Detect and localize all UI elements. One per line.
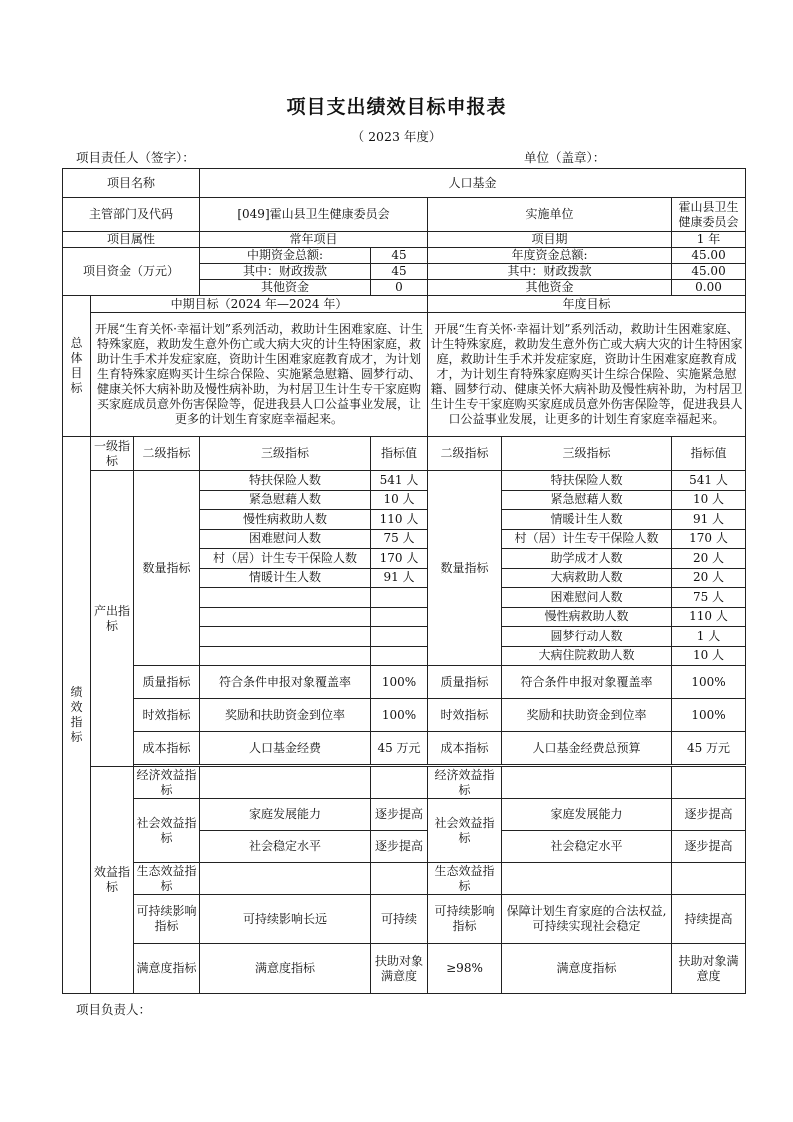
mid-quantity-value: 75 人 xyxy=(371,529,428,549)
year-quantity-name: 特扶保险人数 xyxy=(502,471,672,491)
quality-mid-value: 100% xyxy=(371,666,428,699)
timeliness-year-name: 奖励和扶助资金到位率 xyxy=(502,699,672,732)
social-year-value: 逐步提高 xyxy=(672,799,746,831)
mid-quantity-name: 紧急慰藉人数 xyxy=(200,490,371,510)
header-level2-year: 二级指标 xyxy=(428,437,502,471)
mid-quantity-empty-value xyxy=(371,588,428,608)
mid-fiscal-value: 45 xyxy=(371,264,428,280)
social-label-year: 社会效益指标 xyxy=(428,799,502,863)
mid-quantity-name: 慢性病救助人数 xyxy=(200,510,371,530)
mid-quantity-value: 91 人 xyxy=(371,568,428,588)
mid-quantity-empty xyxy=(200,607,371,627)
year-quantity-value: 20 人 xyxy=(672,549,746,569)
year-quantity-name: 慢性病救助人数 xyxy=(502,607,672,627)
satisfaction-mid-name: 扶助对象满意度 xyxy=(371,944,428,994)
mid-quantity-name: 村（居）计生专干保险人数 xyxy=(200,549,371,569)
year-quantity-name: 大病住院救助人数 xyxy=(502,646,672,666)
mid-other-value: 0 xyxy=(371,280,428,296)
satisfaction-mid-value: ≥98% xyxy=(428,944,502,994)
year-quantity-value: 91 人 xyxy=(672,510,746,530)
dept-value: [049]霍山县卫生健康委员会 xyxy=(200,198,428,232)
sustain-year-name: 保障计划生育家庭的合法权益,可持续实现社会稳定 xyxy=(502,895,672,944)
year-other-value: 0.00 xyxy=(672,280,746,296)
year-quantity-value: 75 人 xyxy=(672,588,746,608)
mid-quantity-empty-value xyxy=(371,607,428,627)
social-year-name: 家庭发展能力 xyxy=(502,799,672,831)
mid-quantity-value: 541 人 xyxy=(371,471,428,491)
economic-mid-name xyxy=(200,767,371,799)
year-quantity-value: 10 人 xyxy=(672,646,746,666)
eco-label-year: 生态效益指标 xyxy=(428,863,502,895)
satisfaction-label-mid: 满意度指标 xyxy=(200,944,371,994)
header-level3-year: 三级指标 xyxy=(502,437,672,471)
year-quantity-name: 圆梦行动人数 xyxy=(502,627,672,647)
mid-goal-label: 中期目标（2024 年—2024 年） xyxy=(91,296,428,313)
eco-label-mid: 生态效益指标 xyxy=(134,863,200,895)
satisfaction-year-name: 扶助对象满意度 xyxy=(672,944,746,994)
timeliness-mid-name: 奖励和扶助资金到位率 xyxy=(200,699,371,732)
quality-mid-name: 符合条件申报对象覆盖率 xyxy=(200,666,371,699)
economic-label-year: 经济效益指标 xyxy=(428,767,502,799)
social-mid-value: 逐步提高 xyxy=(371,799,428,831)
eco-mid-name xyxy=(200,863,371,895)
year-quantity-value: 170 人 xyxy=(672,529,746,549)
timeliness-label-year: 时效指标 xyxy=(428,699,502,732)
header-value-year: 指标值 xyxy=(672,437,746,471)
sustain-label-year: 可持续影响指标 xyxy=(428,895,502,944)
timeliness-mid-value: 100% xyxy=(371,699,428,732)
page-title: 项目支出绩效目标申报表 xyxy=(286,96,507,118)
mid-fiscal-label: 其中：财政拨款 xyxy=(200,264,371,280)
year-total-value: 45.00 xyxy=(672,248,746,264)
impl-unit-label: 实施单位 xyxy=(428,198,672,232)
social-mid-name: 家庭发展能力 xyxy=(200,799,371,831)
cost-label-mid: 成本指标 xyxy=(134,732,200,765)
year-quantity-name: 困难慰问人数 xyxy=(502,588,672,608)
mid-total-label: 中期资金总额: xyxy=(200,248,371,264)
social-year-value: 逐步提高 xyxy=(672,831,746,863)
year-quantity-value: 541 人 xyxy=(672,471,746,491)
period-label: 项目期 xyxy=(428,232,672,248)
economic-year-name xyxy=(502,767,672,799)
unit-label: 单位（盖章）： xyxy=(524,150,606,165)
year-quantity-name: 紧急慰藉人数 xyxy=(502,490,672,510)
goals-section-label: 总体目标 xyxy=(63,296,91,437)
cost-mid-value: 45 万元 xyxy=(371,732,428,765)
sustain-mid-name: 可持续影响长远 xyxy=(200,895,371,944)
year-goal-text: 开展“生育关怀·幸福计划”系列活动，救助计生困难家庭、计生特殊家庭，救助发生意外伤亡或大病大灾的计生特困家庭，救助计生手术并发症家庭，资助计生困难家庭教育成才，为计划生育特殊家庭购买计生综合保险、实施紧急慰籍、圆梦行动、健康关怀大病补助及慢性病补助，为村居卫生计生专干家庭购买家庭成员意外伤害保险等，促进我县人口公益事业发展，让更多的计划生育家庭幸福起来。 xyxy=(428,313,746,437)
fund-label: 项目资金（万元） xyxy=(63,248,200,296)
header-level3: 三级指标 xyxy=(200,437,371,471)
mid-quantity-name: 情暖计生人数 xyxy=(200,568,371,588)
year-quantity-value: 1 人 xyxy=(672,627,746,647)
mid-quantity-empty xyxy=(200,646,371,666)
dept-label: 主管部门及代码 xyxy=(63,198,200,232)
mid-quantity-value: 170 人 xyxy=(371,549,428,569)
mid-goal-text: 开展“生育关怀·幸福计划”系列活动，救助计生困难家庭、计生特殊家庭，救助发生意外伤亡或大病大灾的计生特困家庭，救助计生手术并发症家庭，资助计生困难家庭教育成才，为计划生育特殊家庭购买计生综合保险、实施紧急慰籍、圆梦行动、健康关怀大病补助及慢性病补助，为村居卫生计生专干家庭购买家庭成员意外伤害保险等，促进我县人口公益事业发展，让更多的计划生育家庭幸福起来。 xyxy=(91,313,428,437)
mid-quantity-empty-value xyxy=(371,627,428,647)
year-quantity-name: 情暖计生人数 xyxy=(502,510,672,530)
social-mid-name: 社会稳定水平 xyxy=(200,831,371,863)
quantity-label-mid: 数量指标 xyxy=(134,471,200,666)
quality-label-mid: 质量指标 xyxy=(134,666,200,699)
year-quantity-value: 20 人 xyxy=(672,568,746,588)
quantity-label-year: 数量指标 xyxy=(428,471,502,666)
mid-quantity-empty xyxy=(200,588,371,608)
mid-other-label: 其他资金 xyxy=(200,280,371,296)
mid-quantity-value: 110 人 xyxy=(371,510,428,530)
header-value: 指标值 xyxy=(371,437,428,471)
social-year-name: 社会稳定水平 xyxy=(502,831,672,863)
attr-value: 常年项目 xyxy=(200,232,428,248)
timeliness-label-mid: 时效指标 xyxy=(134,699,200,732)
mid-quantity-name: 特扶保险人数 xyxy=(200,471,371,491)
impl-unit-value: 霍山县卫生健康委员会 xyxy=(672,198,746,232)
timeliness-year-value: 100% xyxy=(672,699,746,732)
footer-responsible-label: 项目负责人： xyxy=(76,1002,152,1017)
perf-section-label: 绩效指标 xyxy=(63,437,91,994)
attr-label: 项目属性 xyxy=(63,232,200,248)
project-name-value: 人口基金 xyxy=(200,169,746,198)
social-mid-value: 逐步提高 xyxy=(371,831,428,863)
economic-label-mid: 经济效益指标 xyxy=(134,767,200,799)
year-fiscal-value: 45.00 xyxy=(672,264,746,280)
economic-mid-value xyxy=(371,767,428,799)
sustain-year-value: 持续提高 xyxy=(672,895,746,944)
year-quantity-value: 110 人 xyxy=(672,607,746,627)
year-line: （ 2023 年度） xyxy=(351,129,442,144)
year-quantity-name: 助学成才人数 xyxy=(502,549,672,569)
benefit-label: 效益指标 xyxy=(91,767,134,994)
cost-label-year: 成本指标 xyxy=(428,732,502,765)
responsible-label: 项目责任人（签字）： xyxy=(76,150,195,165)
eco-mid-value xyxy=(371,863,428,895)
satisfaction-label: 满意度指标 xyxy=(134,944,200,994)
eco-year-name xyxy=(502,863,672,895)
mid-quantity-name: 困难慰问人数 xyxy=(200,529,371,549)
cost-mid-name: 人口基金经费 xyxy=(200,732,371,765)
year-other-label: 其他资金 xyxy=(428,280,672,296)
mid-quantity-empty-value xyxy=(371,646,428,666)
cost-year-value: 45 万元 xyxy=(672,732,746,765)
social-label-mid: 社会效益指标 xyxy=(134,799,200,863)
quality-label-year: 质量指标 xyxy=(428,666,502,699)
mid-total-value: 45 xyxy=(371,248,428,264)
year-quantity-name: 村（居）计生专干保险人数 xyxy=(502,529,672,549)
economic-year-value xyxy=(672,767,746,799)
eco-year-value xyxy=(672,863,746,895)
mid-quantity-empty xyxy=(200,627,371,647)
mid-quantity-value: 10 人 xyxy=(371,490,428,510)
sustain-mid-value: 可持续 xyxy=(371,895,428,944)
quality-year-value: 100% xyxy=(672,666,746,699)
header-level1: 一级指标 xyxy=(91,437,134,471)
sustain-label-mid: 可持续影响指标 xyxy=(134,895,200,944)
project-name-label: 项目名称 xyxy=(63,169,200,198)
header-level2: 二级指标 xyxy=(134,437,200,471)
period-value: 1 年 xyxy=(672,232,746,248)
year-total-label: 年度资金总额: xyxy=(428,248,672,264)
quality-year-name: 符合条件申报对象覆盖率 xyxy=(502,666,672,699)
output-label: 产出指标 xyxy=(91,471,134,767)
satisfaction-label-year: 满意度指标 xyxy=(502,944,672,994)
year-goal-label: 年度目标 xyxy=(428,296,746,313)
cost-year-name: 人口基金经费总预算 xyxy=(502,732,672,765)
year-quantity-name: 大病救助人数 xyxy=(502,568,672,588)
year-quantity-value: 10 人 xyxy=(672,490,746,510)
performance-table xyxy=(62,168,746,994)
year-fiscal-label: 其中：财政拨款 xyxy=(428,264,672,280)
